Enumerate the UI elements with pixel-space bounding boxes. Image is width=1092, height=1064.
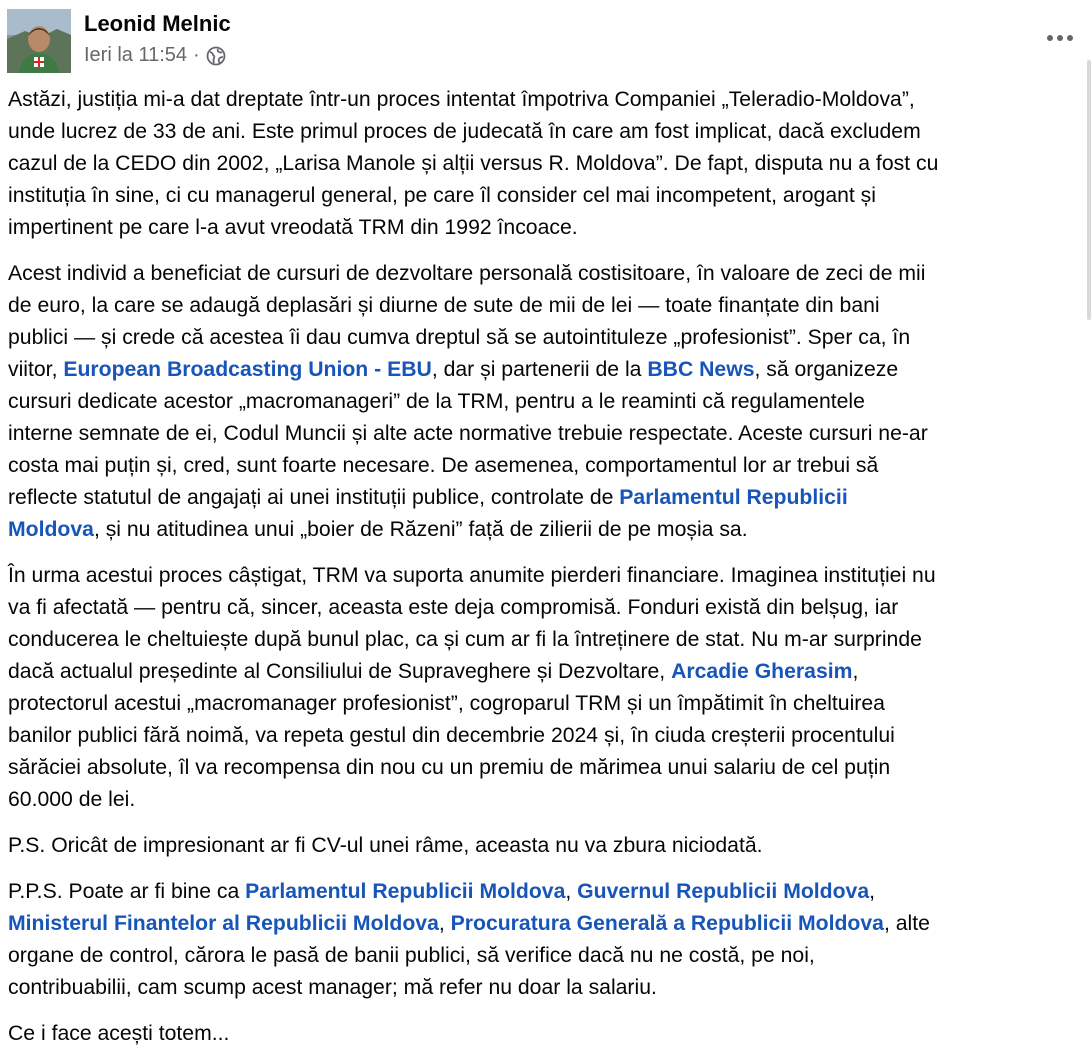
mention-arcadie-gherasim[interactable]: Arcadie Gherasim: [671, 660, 853, 683]
text-line: va fi afectată — pentru că, sincer, aceasta este deja compromisă. Fonduri există din belșug, iar: [8, 596, 899, 619]
text-segment: P.P.S. Poate ar fi bine ca: [8, 880, 246, 903]
text-segment: , să organizeze: [754, 358, 899, 381]
mention-ebu[interactable]: European Broadcasting Union - EBU: [63, 358, 432, 381]
paragraph-2: [8, 258, 1084, 546]
text-segment: ,: [565, 880, 578, 903]
text-line: costa mai puțin și, cred, sunt foarte necesare. De asemenea, comportamentul lor ar trebui să: [8, 454, 879, 477]
mention-procuratura-generala[interactable]: Procuratura Generală a Republicii Moldova: [450, 912, 884, 935]
text-line: unde lucrez de 33 de ani. Este primul proces de judecată în care am fost implicat, dacă excludem: [8, 120, 921, 143]
post-header: [0, 0, 1092, 84]
author-avatar[interactable]: [7, 9, 71, 73]
text-line: instituția în sine, ci cu managerul general, pe care îl consider cel mai incompetent, arogant și: [8, 184, 876, 207]
text-segment: dacă actualul președinte al Consiliului de Supraveghere și Dezvoltare,: [8, 660, 672, 683]
paragraph-4: [8, 830, 1084, 862]
text-line: cazul de la CEDO din 2002, „Larisa Manole și alții versus R. Moldova”. De fapt, disputa nu a fost cu: [8, 152, 939, 175]
globe-icon[interactable]: [206, 46, 226, 66]
post-timestamp[interactable]: Ieri la 11:54: [84, 44, 188, 66]
text-line: [8, 354, 1084, 386]
scroll-thumb[interactable]: [1087, 60, 1091, 320]
paragraph-6-cutoff: [8, 1018, 1084, 1050]
text-line: banilor publici fără noimă, va repeta gestul din decembrie 2024 și, în ciuda creșterii procentului: [8, 724, 895, 747]
text-line: conducerea le cheltuiește după bunul plac, ca și cum ar fi la întreținere de stat. Nu m-ar surprinde: [8, 628, 922, 651]
mention-parlamentul-rm[interactable]: Parlamentul Republicii Moldova: [245, 880, 566, 903]
text-line: organe de control, cărora le pasă de banii publici, să verifice dacă nu ne costă, pe noi,: [8, 944, 815, 967]
mention-parlamentul[interactable]: Parlamentul Republicii: [619, 486, 848, 509]
avatar-photo: [7, 9, 71, 73]
text-line: P.S. Oricât de impresionant ar fi CV-ul unei râme, aceasta nu va zbura niciodată.: [8, 834, 763, 857]
paragraph-1: [8, 84, 1084, 244]
text-line: contribuabilii, cam scump acest manager; mă refer nu doar la salariu.: [8, 976, 657, 999]
more-icon: [1046, 34, 1074, 42]
mention-guvernul-rm[interactable]: Guvernul Republicii Moldova: [577, 880, 870, 903]
text-line: [8, 908, 1084, 940]
mention-parlamentul-cont[interactable]: Moldova: [8, 518, 94, 541]
text-segment: , și nu atitudinea unui „boier de Răzeni” față de zilierii de pe moșia sa.: [93, 518, 748, 541]
text-segment: , dar și partenerii de la: [431, 358, 648, 381]
text-line: interne semnate de ei, Codul Muncii și alte acte normative trebuie respectate. Aceste cursuri ne-ar: [8, 422, 928, 445]
meta-separator: ·: [193, 44, 200, 66]
text-line: [8, 514, 1084, 546]
mention-bbc-news[interactable]: BBC News: [647, 358, 755, 381]
author-name[interactable]: Leonid Melnic: [84, 11, 231, 36]
paragraph-3: [8, 560, 1084, 816]
text-line: [8, 876, 1084, 908]
text-line: sărăciei absolute, îl va recompensa din nou cu un premiu de mărimea unui salariu de cel puțin: [8, 756, 891, 779]
more-options-button[interactable]: [1040, 22, 1080, 54]
text-segment: viitor,: [8, 358, 64, 381]
text-line: În urma acestui proces câștigat, TRM va suporta anumite pierderi financiare. Imaginea instituției nu: [8, 564, 936, 587]
text-line: [8, 482, 1084, 514]
paragraph-5: [8, 876, 1084, 1004]
text-line: de euro, la care se adaugă deplasări și diurne de sute de mii de lei — toate finanțate din bani: [8, 294, 880, 317]
post-body: [8, 84, 1084, 1064]
text-line: cursuri dedicate acestor „macromanageri” de la TRM, pentru a le reaminti că regulamentele: [8, 390, 865, 413]
text-line: Astăzi, justiția mi-a dat dreptate într-un proces intentat împotriva Companiei „Teleradio-Moldova”,: [8, 88, 915, 111]
post-meta: [84, 44, 226, 67]
text-line: [8, 656, 1084, 688]
text-segment: ,: [852, 660, 859, 683]
scrollbar[interactable]: [1086, 0, 1092, 1018]
text-segment: , alte: [883, 912, 930, 935]
text-line: impertinent pe care l-a avut vreodată TRM din 1992 încoace.: [8, 216, 578, 239]
text-line: Acest individ a beneficiat de cursuri de dezvoltare personală costisitoare, în valoare de zeci de mii: [8, 262, 926, 285]
text-line: Ce i face acești totem...: [8, 1022, 230, 1045]
text-line: publici — și crede că acestea îi dau cumva dreptul să se autointituleze „profesionist”. Sper ca, în: [8, 326, 911, 349]
text-segment: ,: [438, 912, 451, 935]
mention-ministerul-finantelor[interactable]: Ministerul Finantelor al Republicii Moldova: [8, 912, 439, 935]
text-segment: reflecte statutul de angajați ai unei instituții publice, controlate de: [8, 486, 620, 509]
text-line: protectorul acestui „macromanager profesionist”, cogroparul TRM și un împătimit în cheltuirea: [8, 692, 885, 715]
text-segment: ,: [869, 880, 876, 903]
text-line: 60.000 de lei.: [8, 788, 136, 811]
